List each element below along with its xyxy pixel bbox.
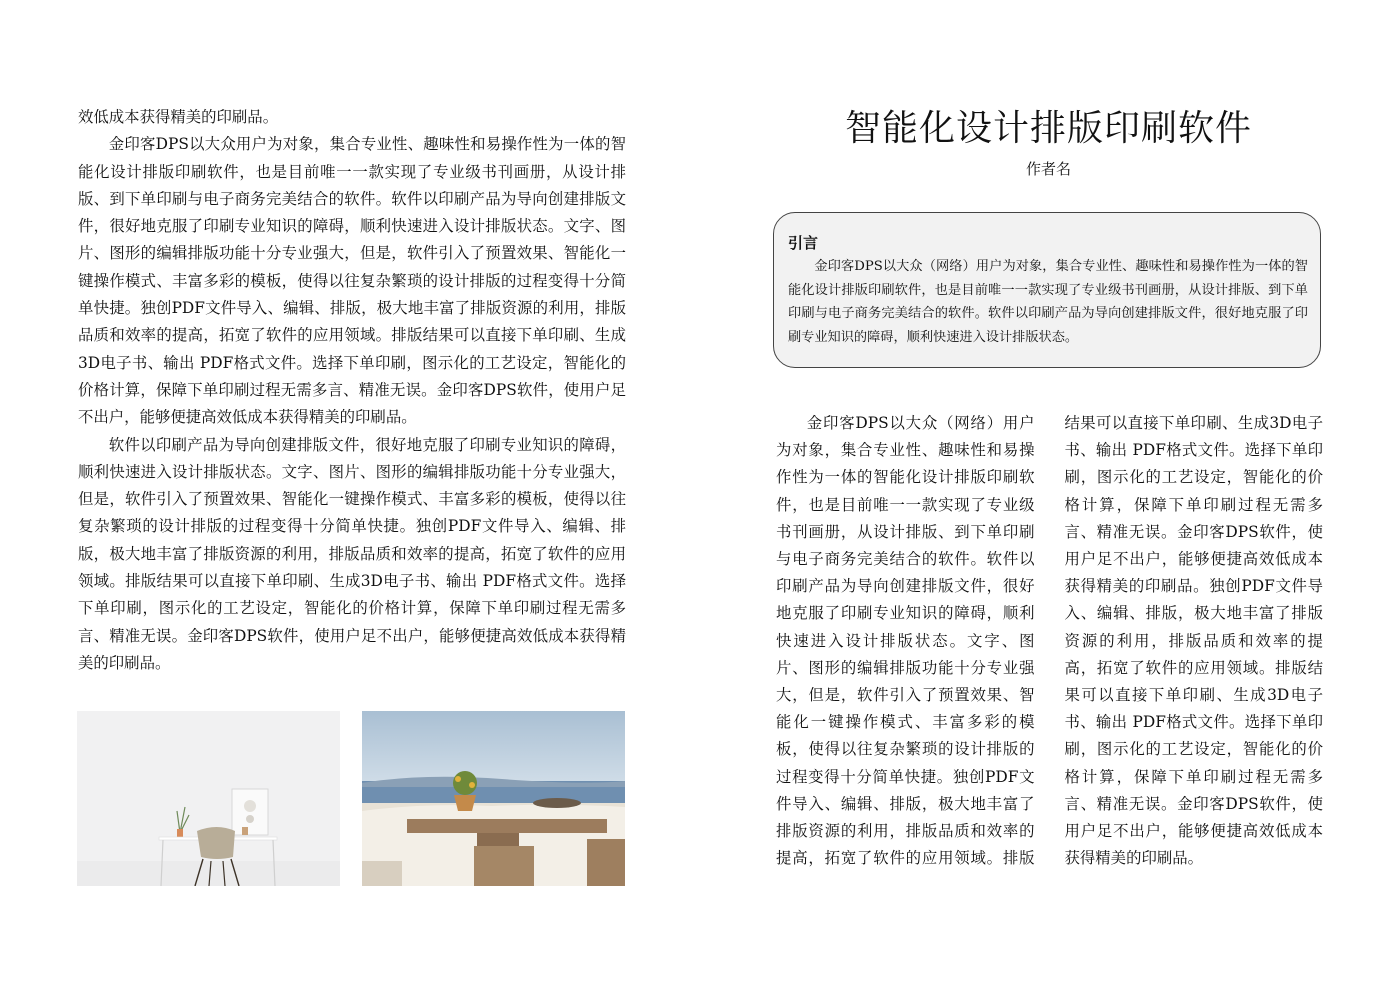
intro-text: 金印客DPS以大众（网络）用户为对象，集合专业性、趣味性和易操作性为一体的智能化设计排版印刷软件，也是目前唯一一款实现了专业级书刊画册，从设计排版、到下单印刷与电子商务完美结合的软件。软件以印刷产品为导向创建排版文件，很好地克服了印刷专业知识的障碍，顺利快速进入设计排版状态。 — [788, 259, 1308, 345]
paragraph: 金印客DPS以大众用户为对象，集合专业性、趣味性和易操作性为一体的智能化设计排版印刷软件，也是目前唯一一款实现了专业级书刊画册，从设计排版、到下单印刷与电子商务完美结合的软件。软件以印刷产品为导向创建排版文件，很好地克服了印刷专业知识的障碍，顺利快速进入设计排版状态。文字、图片、图形的编辑排版功能十分专业强大，但是，软件引入了预置效果、智能化一键操作模式、丰富多彩的模板，使得以往复杂繁琐的设计排版的过程变得十分简单快捷。独创PDF文件导入、编辑、排版，极大地丰富了排版资源的利用，排版品质和效率的提高，拓宽了软件的应用领域。排版结果可以直接下单印刷、生成3D电子书、输出 PDF格式文件。选择下单印刷，图示化的工艺设定，智能化的价格计算，保障下单印刷过程无需多言、精准无误。金印客DPS软件，使用户足不出户，能够便捷高效低成本获得精美的印刷品。 — [78, 135, 626, 427]
intro-box — [773, 212, 1321, 368]
paragraph: 软件以印刷产品为导向创建排版文件，很好地克服了印刷专业知识的障碍，顺利快速进入设计排版状态。文字、图片、图形的编辑排版功能十分专业强大，但是，软件引入了预置效果、智能化一键操作模式、丰富多彩的模板，使得以往复杂繁琐的设计排版的过程变得十分简单快捷。独创PDF文件导入、编辑、排版，极大地丰富了排版资源的利用，排版品质和效率的提高，拓宽了软件的应用领域。排版结果可以直接下单印刷、生成3D电子书、输出 PDF格式文件。选择下单印刷，图示化的工艺设定，智能化的价格计算，保障下单印刷过程无需多言、精准无误。金印客DPS软件，使用户足不出户，能够便捷高效低成本获得精美的印刷品。 — [78, 435, 626, 672]
page-title: 智能化设计排版印刷软件 — [844, 108, 1252, 149]
intro-heading: 引言 — [788, 234, 819, 252]
author-name: 作者名 — [1025, 160, 1071, 178]
photo-terrace-sea — [362, 711, 625, 886]
left-text-column — [78, 104, 626, 677]
photo-desk-chair — [77, 711, 340, 886]
right-page — [699, 0, 1398, 982]
body-paragraph: 金印客DPS以大众（网络）用户为对象，集合专业性、趣味性和易操作性为一体的智能化设计排版印刷软件，也是目前唯一一款实现了专业级书刊画册，从设计排版、到下单印刷与电子商务完美结合的软件。软件以印刷产品为导向创建排版文件，很好地克服了印刷专业知识的障碍，顺利快速进入设计排版状态。文字、图片、图形的编辑排版功能十分专业强大，但是，软件引入了预置效果、智能化一键操作模式、丰富多彩的模板，使得以往复杂繁琐的设计排版的过程变得十分简单快捷。独创PDF文件导入、编辑、排版，极大地丰富了排版资源的利用，排版品质和效率的提高，拓宽了软件的应用领域。排版结果可以直接下单印刷、生成3D电子书、输出 PDF格式文件。选择下单印刷，图示化的工艺设定，智能化的价格计算，保障下单印刷过程无需多言、精准无误。金印客DPS软件，使用户足不出户，能够便捷高效低成本获得精美的印刷品。独创PDF文件导入、编辑、排版，极大地丰富了排版资源的利用，排版品质和效率的提高，拓宽了软件的应用领域。排版结果可以直接下单印刷、生成3D电子书、输出 PDF格式文件。选择下单印刷，图示化的工艺设定，智能化的价格计算，保障下单印刷过程无需多言、精准无误。金印客DPS软件，使用户足不出户，能够便捷高效低成本获得精美的印刷品。 — [776, 414, 1323, 868]
paragraph-continued: 效低成本获得精美的印刷品。 — [78, 108, 279, 126]
two-column-body — [776, 410, 1323, 890]
